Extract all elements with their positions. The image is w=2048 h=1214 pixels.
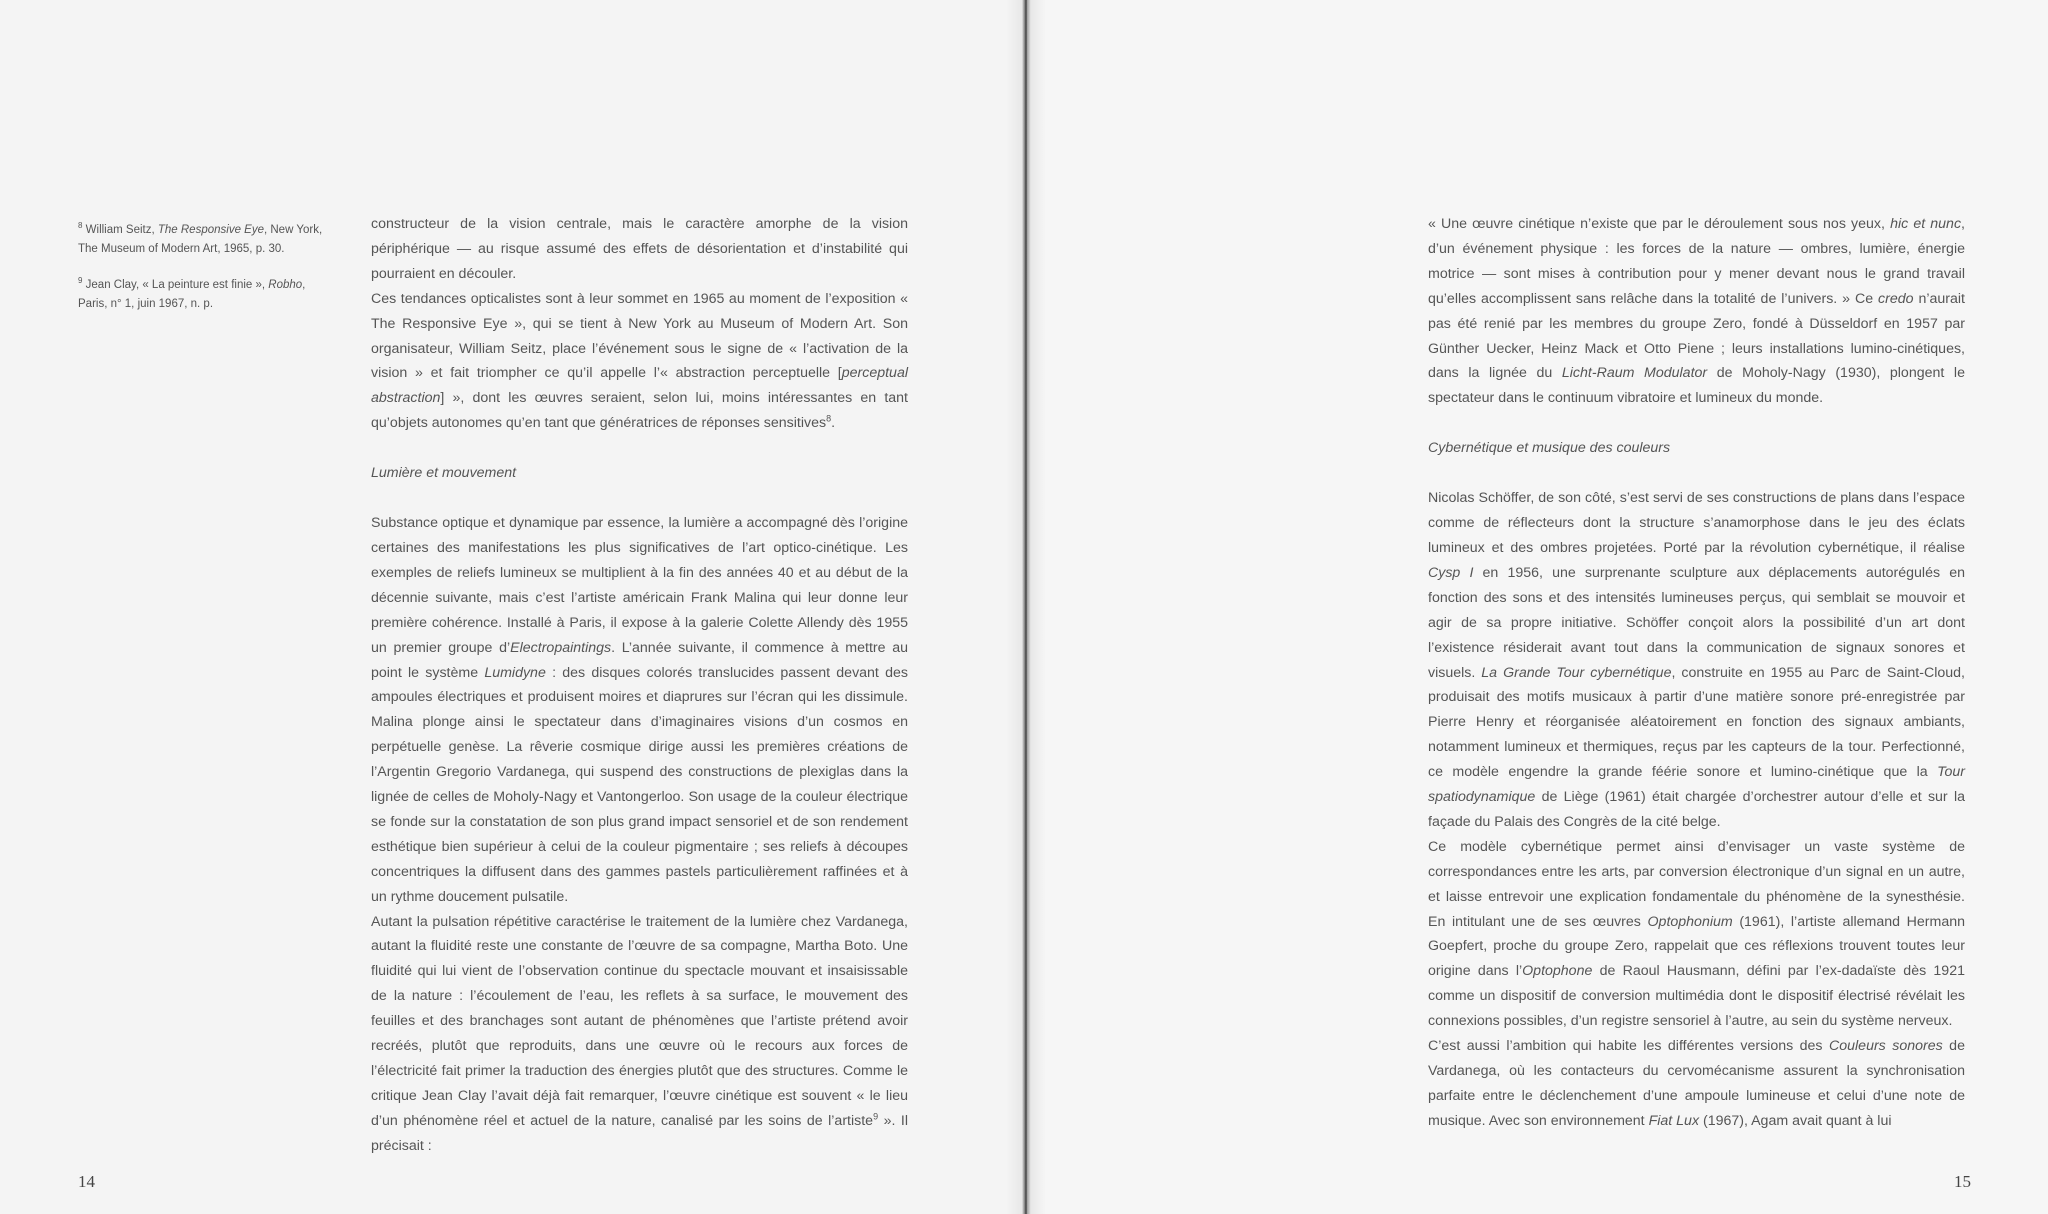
section-heading: Lumière et mouvement [371,465,517,482]
paragraph: Substance optique et dynamique par essence, la lumière a accompagné dès l’origine certaines des manifestations les plus significatives de l’art optico-cinétique. Les exemples de reliefs lumineux se multiplient à la fin des années 40 et au début de la décennie suivante, mais c’est l’artiste américain Frank Malina qui leur donne leur première cohérence. Installé à Paris, il expose à la galerie Colette Allendy dès 1955 un premier groupe d’Electropaintings. L’année suivante, il commence à mettre au point le système Lumidyne : des disques colorés translucides passent devant des ampoules électriques et produisent moires et diaprures sur l’écran qui les dissimule. Malina plonge ainsi le spectateur dans d’imaginaires visions d’un cosmos en perpétuelle genèse. La rêverie cosmique dirige aussi les premières créations de l’Argentin Gregorio Vardanega, qui suspend des constructions de plexiglas dans la lignée de celles de Moholy-Nagy et Vantongerloo. Son usage de la couleur électrique se fonde sur la constatation de son plus grand impact sensoriel et de son rendement esthétique bien supérieur à celui de la couleur pigmentaire ; ses reliefs à découpes concentriques la diffusent dans des gammes pastels particulièrement raffinées et à un rythme doucement pulsatile. [371,515,908,905]
paragraph: Ces tendances opticalistes sont à leur sommet en 1965 au moment de l’exposition « The Responsive Eye », qui se tient à New York au Museum of Modern Art. Son organisateur, William Seitz, place l’événement sous le signe de « l’activation de la vision » et fait triompher ce qu’il appelle l’« abstraction perceptuelle [perceptual abstraction] », dont les œuvres seraient, selon lui, moins intéressantes en tant qu’objets autonomes qu’en tant que génératrices de réponses sensitives$^8$. [371,290,908,432]
paragraph: C’est aussi l’ambition qui habite les différentes versions des Couleurs sonores de Vardanega, où les contacteurs du cervomécanisme assurent la synchronisation parfaite entre le déclenchement d’une ampoule lumineuse et celui d’une note de musique. Avec son environnement Fiat Lux (1967), Agam avait quant à lui [1428,1038,1965,1129]
left-text-column [371,212,908,1159]
footnote-9: $^9$ Jean Clay, « La peinture est finie », Robho, Paris, n° 1, juin 1967, n. p. [78,275,306,310]
right-text-column [1428,212,1965,1134]
paragraph: Autant la pulsation répétitive caractérise le traitement de la lumière chez Vardanega, autant la fluidité reste une constante de l’œuvre de sa compagne, Martha Boto. Une fluidité qui lui vient de l’observation continue du spectacle mouvant et insaisissable de la nature : l’écoulement de l’eau, les reflets à sa surface, le mouvement des feuilles et des branchages sont autant de phénomènes que l’artiste prétend avoir recréés, plutôt que reproduits, dans une œuvre où le recours aux forces de l’électricité fait primer la traduction des énergies plutôt que des structures. Comme le critique Jean Clay l’avait déjà fait remarquer, l’œuvre cinétique est souvent « le lieu d’un phénomène réel et actuel de la nature, canalisé par les soins de l’artiste$^9$ ». Il précisait : [371,913,908,1154]
footnotes [78,216,328,326]
paragraph: constructeur de la vision centrale, mais le caractère amorphe de la vision périphérique — au risque assumé des effets de désorientation et d’instabilité qui pourraient en découler. [371,216,908,282]
page-number: 14 [78,1172,95,1191]
footnote-8: $^8$ William Seitz, The Responsive Eye, New York, The Museum of Modern Art, 1965, p. 30. [78,221,323,255]
paragraph: « Une œuvre cinétique n’existe que par le déroulement sous nos yeux, hic et nunc, d’un événement physique : les forces de la nature — ombres, lumière, énergie motrice — sont mises à contribution pour y mener devant nous le grand travail qu’elles accomplissent sans relâche dans la totalité de l’univers. » Ce credo n’aurait pas été renié par les membres du groupe Zero, fondé à Düsseldorf en 1957 par Günther Uecker, Heinz Mack et Otto Piene ; leurs installations lumino-cinétiques, dans la lignée du Licht-Raum Modulator de Moholy-Nagy (1930), plongent le spectateur dans le continuum vibratoire et lumineux du monde. [1428,216,1965,407]
paragraph: Ce modèle cybernétique permet ainsi d’envisager un vaste système de correspondances entre les arts, par conversion électronique d’un signal en un autre, et laisse entrevoir une explication fondamentale du phénomène de la synesthésie. En intitulant une de ses œuvres Optophonium (1961), l’artiste allemand Hermann Goepfert, proche du groupe Zero, rappelait que ces réflexions trouvent toutes leur origine dans l’Optophone de Raoul Hausmann, défini par l’ex-dadaïste dès 1921 comme un dispositif de conversion multimédia dont le dispositif électrisé révélait les connexions possibles, d’un registre sensoriel à l’autre, au sein du système nerveux. [1428,838,1965,1030]
section-heading: Cybernétique et musique des couleurs [1428,440,1671,457]
paragraph: Nicolas Schöffer, de son côté, s’est servi de ses constructions de plans dans l’espace comme de réflecteurs dont la structure s’anamorphose dans le jeu des éclats lumineux et des ombres projetées. Porté par la révolution cybernétique, il réalise Cysp I en 1956, une surprenante sculpture aux déplacements autorégulés en fonction des sons et des intensités lumineuses perçus, qui semblait se mouvoir et agir de sa propre initiative. Schöffer conçoit alors la possibilité d’un art dont l’existence résiderait avant tout dans la communication de signaux sonores et visuels. La Grande Tour cybernétique, construite en 1955 au Parc de Saint-Cloud, produisait des motifs musicaux à partir d’une matière sonore pré-enregistrée par Pierre Henry et réorganisée aléatoirement en fonction des signaux ambiants, notamment lumineux et thermiques, reçus par les capteurs de la tour. Perfectionné, ce modèle engendre la grande féérie sonore et lumino-cinétique que la Tour spatiodynamique de Liège (1961) était chargée d’orchestrer autour d’elle et sur la façade du Palais des Congrès de la cité belge. [1428,490,1965,830]
book-gutter [1006,0,1046,1214]
page-number: 15 [1954,1172,1971,1191]
